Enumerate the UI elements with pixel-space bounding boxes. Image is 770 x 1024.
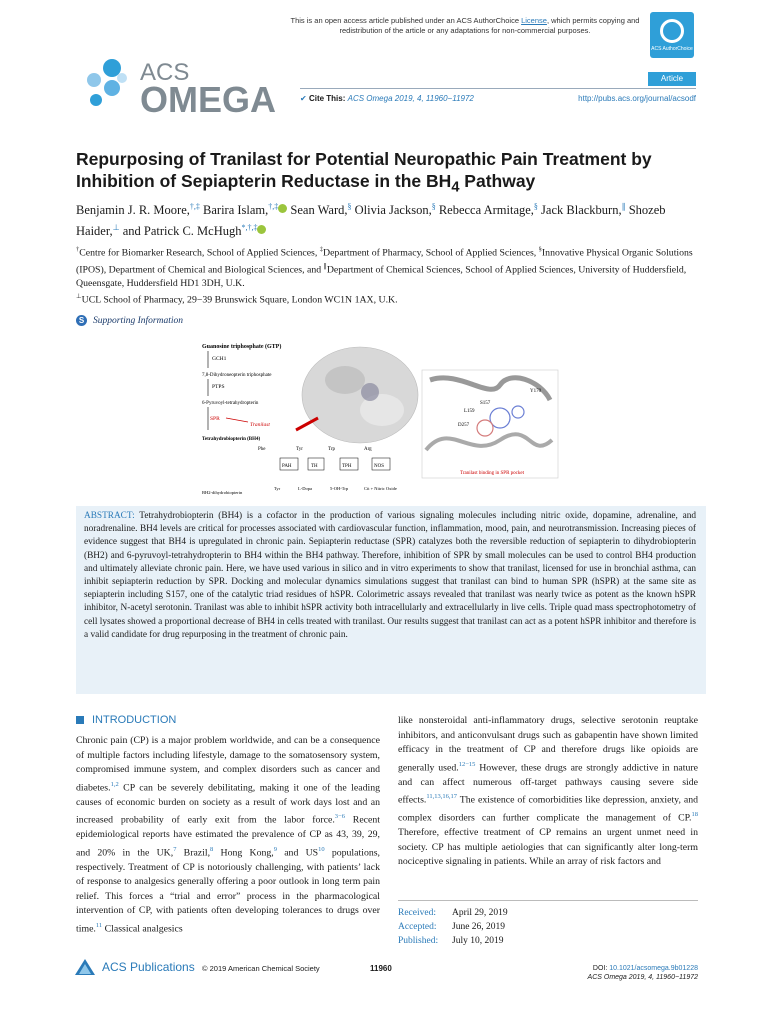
intermediate-pyruvoyl: 6-Pyruvoyl-tetrahydropterin xyxy=(202,401,259,406)
doi-label: DOI: xyxy=(592,965,610,972)
residue-y170: Y170 xyxy=(530,389,542,394)
affiliation-mark: ‡ xyxy=(319,246,323,253)
body-text: However, these drugs are strongly addictive in nature and can affect numerous off-target pathways causing severe side effects. xyxy=(398,762,698,806)
check-icon: ✔ xyxy=(300,94,307,103)
supporting-info-icon: S xyxy=(76,315,87,326)
date-value: April 29, 2019 xyxy=(452,908,508,918)
open-access-notice xyxy=(280,16,650,36)
author-list xyxy=(76,198,706,240)
intro-heading-text: INTRODUCTION xyxy=(92,714,177,726)
body-text: CP can be severely debilitating, making it one of the leading causes of economic burden on society as a result of work days lost and an increased probability of early exit from the labor force. xyxy=(76,782,380,826)
author-name[interactable]: Sean Ward, xyxy=(290,203,348,218)
author-affiliation-mark: †,‡ xyxy=(268,202,279,211)
citation-ref[interactable]: 7 xyxy=(173,845,177,853)
affiliation-text: Innovative Physical Organic Solutions (IPOS), Department of Chemical and Biological Sciences, and xyxy=(76,247,693,276)
enzyme-pah: PAH xyxy=(282,464,292,469)
license-link[interactable]: License xyxy=(521,16,547,25)
page-footer xyxy=(74,958,698,988)
citation-ref[interactable]: 1,2 xyxy=(110,780,119,788)
publisher-name: ACS Publications xyxy=(102,960,195,974)
copyright: © 2019 American Chemical Society xyxy=(202,964,320,973)
protein-surface xyxy=(302,347,418,443)
doi-link[interactable]: 10.1021/acsomega.9b01228 xyxy=(609,965,698,972)
date-label: Published: xyxy=(398,936,439,946)
date-label: Accepted: xyxy=(398,922,437,932)
authorchoice-badge[interactable] xyxy=(650,12,694,58)
acs-pubs-icon xyxy=(74,958,96,976)
affiliation-mark: ∥ xyxy=(323,262,327,270)
acs-publications-logo[interactable] xyxy=(74,958,195,976)
page-number: 11960 xyxy=(370,964,392,973)
date-row xyxy=(398,934,508,948)
enzyme-gch1: GCH1 xyxy=(212,356,227,362)
section-heading-introduction xyxy=(76,714,176,726)
article-title xyxy=(76,148,706,199)
abstract-text: Tetrahydrobiopterin (BH4) is a cofactor in the production of various signaling molecules including nitric oxide, dopamine, adrenaline, and noradrenaline. BH4 levels are critical for processes associated with cardiovascular function, inflammation, mood, pain, and neurotransmission. Increasing pieces of evidence suggest that BH4 is upregulated in chronic pain. Sepiapterin reductase (SPR) catalyzes both the reversible reduction of sepiapterin to dihydrobiopterin (BH2) and 6-pyruvoyl-tetrahydropterin to BH4 within the BH4 pathway. Therefore, inhibition of SPR by small molecules can be used to control BH4 production and ultimately alleviate chronic pain. Here, we have used various in silico and in vitro experiments to show that tranilast, licensed for use in bronchial asthma, can inhibit sepiapterin reduction by SPR. Docking and molecular dynamics simulations suggest that tranilast can bind to human SPR (hSPR) at the same site as sepiapterin including S157, one of the catalytic triad residues of hSPR. Colorimetric assays revealed that tranilast was nearly twice as potent as the known hSPR inhibitor, N-acetyl serotonin. Tranilast was able to inhibit hSPR activity both intracellularly and extracellularly in live cells. Triple quad mass spectrophotometry of cell lysates showed a proportional decrease of BH4 in cells treated with tranilast. Our results suggest that tranilast can act as a potent hSPR inhibitor and therefore is a valid candidate for drug repurposing in the treatment of chronic pain. xyxy=(84,511,697,640)
affiliation-text: Department of Chemical Sciences, School of Applied Sciences, University of Huddersfield, Queensgate, Huddersfield HD1 3DH, U.K. xyxy=(76,264,687,289)
oa-notice-text: This is an open access article published under an ACS AuthorChoice xyxy=(290,16,522,25)
title-text-end: Pathway xyxy=(459,171,536,191)
abstract-label: ABSTRACT: xyxy=(84,511,135,521)
output-5ohtrp: 5-OH-Trp xyxy=(330,486,349,491)
amino-arg: Arg xyxy=(364,447,372,452)
author-affiliation-mark: § xyxy=(347,202,352,211)
amino-tyr: Tyr xyxy=(296,447,303,452)
journal-reference: ACS Omega 2019, 4, 11960−11972 xyxy=(587,974,698,981)
body-text: populations, respectively. Treatment of CP is notoriously challenging, with patients’ lack of response to analgesics generally offering a poor outlook in long term pain relief. This forces a “trial and error” process in the pharmacological intervention of CP, with patients often developing tolerances to drugs over time. xyxy=(76,846,380,935)
affiliation-mark: § xyxy=(538,246,542,253)
author-affiliation-mark: †,‡ xyxy=(189,202,200,211)
product-bh4: Tetrahydrobiopterin (BH4) xyxy=(202,437,261,442)
citation-ref[interactable]: 18 xyxy=(691,811,698,819)
oa-notice-text-end: , which permits copying and redistribution of the article or any adaptations for non-commercial purposes. xyxy=(339,16,640,35)
body-text: Classical analgesics xyxy=(102,923,183,935)
body-text: Chronic pain (CP) is a major problem worldwide, and can be a consequence of multiple factors including lifestyle, damage to the somatosensory system, compromised immune system, and complex disorders such as cancer and diabetes. xyxy=(76,735,380,794)
author-name[interactable]: Jack Blackburn, xyxy=(541,203,622,218)
logo-omega-text: OMEGA xyxy=(140,79,277,114)
date-value: July 10, 2019 xyxy=(452,936,504,946)
amino-trp: Trp xyxy=(328,447,336,452)
output-tyr: Tyr xyxy=(274,486,281,491)
acs-omega-logo xyxy=(74,54,304,114)
residue-d257: D257 xyxy=(458,423,470,428)
enzyme-tph: TPH xyxy=(342,464,352,469)
author-affiliation-mark: § xyxy=(533,202,538,211)
affiliation-mark: ⊥ xyxy=(76,293,82,301)
orcid-icon[interactable] xyxy=(278,204,287,213)
author-name[interactable]: and Patrick C. McHugh xyxy=(122,224,242,239)
citation-ref[interactable]: 8 xyxy=(210,845,214,853)
body-text: The existence of comorbidities like depression, anxiety, and complex disorders can further complicate the management of CP. xyxy=(398,794,698,824)
toc-graphic xyxy=(200,340,560,498)
body-text: Recent epidemiological reports have estimated the prevalence of CP as 43, 39, 29, and 20% in the UK, xyxy=(76,814,381,858)
output-ldopa: L-Dopa xyxy=(298,486,312,491)
body-column-right xyxy=(398,714,698,870)
date-label: Received: xyxy=(398,908,436,918)
body-text: Hong Kong, xyxy=(213,846,274,858)
supporting-info-link[interactable] xyxy=(76,315,183,326)
publication-dates xyxy=(398,906,508,948)
citation-ref[interactable]: 3−6 xyxy=(334,813,345,821)
author-name[interactable]: Barira Islam, xyxy=(203,203,269,218)
cite-label: Cite This: xyxy=(308,94,346,103)
pathway-gtp: Guanosine triphosphate (GTP) xyxy=(202,344,282,350)
author-affiliation-mark: ∥ xyxy=(621,202,626,211)
author-affiliation-mark: *,†,‡ xyxy=(241,223,258,233)
enzyme-ptps: PTPS xyxy=(212,384,225,390)
author-name[interactable]: Shozeb Haider, xyxy=(76,203,666,239)
residue-l159: L159 xyxy=(464,409,475,414)
citation-ref[interactable]: 12−15 xyxy=(458,760,476,768)
body-text: and US xyxy=(276,846,319,858)
residue-s157: S157 xyxy=(480,401,491,406)
cite-value: ACS Omega 2019, 4, 11960−11972 xyxy=(347,94,474,103)
citation-ref[interactable]: 11 xyxy=(95,921,103,929)
author-affiliation-mark: ⊥ xyxy=(112,223,120,233)
inhibitor-label: Tranilast xyxy=(250,422,270,428)
authorchoice-label: ACS AuthorChoice xyxy=(651,45,693,52)
journal-url-link[interactable]: http://pubs.acs.org/journal/acsodf xyxy=(578,94,696,103)
title-subscript: 4 xyxy=(451,179,460,196)
section-square-icon xyxy=(76,716,84,724)
supporting-info-label: Supporting Information xyxy=(93,315,183,326)
output-nitric-oxide: Cit + Nitric Oxide xyxy=(364,486,397,491)
header-divider xyxy=(300,88,696,89)
open-access-icon xyxy=(660,19,684,43)
date-value: June 26, 2019 xyxy=(452,922,506,932)
citation-ref[interactable]: 9 xyxy=(273,845,277,853)
citation-ref[interactable]: 10 xyxy=(318,845,325,853)
orcid-icon[interactable] xyxy=(257,225,266,234)
affiliation-text: UCL School of Pharmacy, 29−39 Brunswick Square, London WC1N 1AX, U.K. xyxy=(81,294,398,306)
logo-acs-text: ACS xyxy=(140,59,190,86)
abstract-box xyxy=(76,506,706,694)
affiliation-text: Department of Pharmacy, School of Applied Sciences, xyxy=(323,247,539,259)
author-name[interactable]: Benjamin J. R. Moore, xyxy=(76,203,190,218)
date-row xyxy=(398,906,508,920)
affiliation-mark: † xyxy=(76,246,80,253)
amino-phe: Phe xyxy=(258,447,266,452)
author-name[interactable]: Rebecca Armitage, xyxy=(438,203,534,218)
body-text: like nonsteroidal anti-inflammatory drugs, selective serotonin reuptake inhibitors, and anticonvulsant drugs such as gabapentin have shown limited efficacy in the treatment of CP and therefore drugs like opioids are generally used. xyxy=(398,715,698,774)
bh2-label: BH2-dihydrobiopterin xyxy=(202,490,243,495)
enzyme-th: TH xyxy=(311,464,318,469)
body-text: Brazil, xyxy=(176,846,211,858)
article-type-badge: Article xyxy=(648,72,696,86)
graphic-caption: Tranilast binding in SPR pocket xyxy=(460,471,524,476)
date-row xyxy=(398,920,508,934)
title-text: Repurposing of Tranilast for Potential Neuropathic Pain Treatment by Inhibition of Sepiapterin Reductase in the BH xyxy=(76,149,652,191)
dates-divider xyxy=(398,900,698,901)
body-column-left xyxy=(76,734,380,937)
affiliation-text: Centre for Biomarker Research, School of Applied Sciences, xyxy=(79,247,320,259)
cite-this[interactable] xyxy=(300,94,474,103)
author-affiliation-mark: § xyxy=(431,202,436,211)
body-text: Therefore, effective treatment of CP remains an urgent unmet need in society. CP has multiple aetiologies that can significantly alter long-term nociceptive signaling in patients. While an array of risk factors and xyxy=(398,826,698,868)
enzyme-nos: NOS xyxy=(374,464,385,469)
intermediate-dihydroneopterin: 7,8-Dihydroneopterin triphosphate xyxy=(202,373,272,378)
enzyme-spr: SPR xyxy=(210,416,220,422)
affiliations xyxy=(76,243,706,307)
author-name[interactable]: Olivia Jackson, xyxy=(354,203,432,218)
doi-block xyxy=(514,964,698,982)
citation-ref[interactable]: 11,13,16,17 xyxy=(426,793,458,801)
